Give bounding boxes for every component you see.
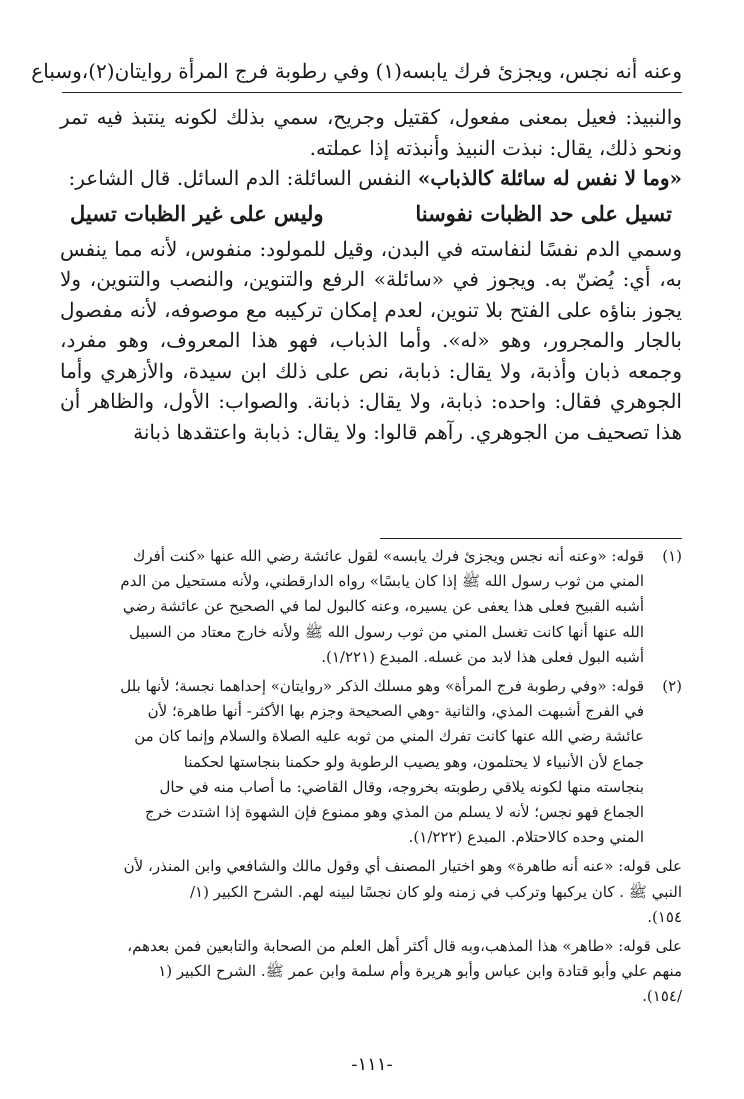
paragraph-2 (60, 163, 682, 194)
extra-note-line: النبي ﷺ . كان يركبها وتركب في زمنه ولو كان نجسًا لبينه لهم. الشرح الكبير (١/ (189, 882, 682, 901)
poetry-verse (60, 194, 682, 234)
footnote-line: عائشة رضي الله عنها كانت تفرك المني من ثوبه عليه الصلاة والسلام وإنما كان من (134, 727, 644, 746)
extra-note-2 (58, 934, 682, 1010)
page-number: -١١١- (351, 1054, 393, 1075)
extra-note-line: منهم علي وأبو قتادة وابن عباس وأبو هريرة وأم سلمة وابن عمر ﷺ. الشرح الكبير (١ (158, 962, 682, 981)
page-header (31, 56, 682, 86)
header-text: وعنه أنه نجس، ويجزئ فرك يابسه(١) وفي رطوبة فرج المرأة روايتان(٢)،وسباع (31, 59, 682, 83)
footnote-2 (58, 674, 682, 850)
footnote-rule (380, 538, 682, 539)
footnote-line: الجماع فهو نجس؛ لأنه لا يسلم من المذي وهو ممنوع فإن الشهوة إذا اشتدت خرج (145, 803, 644, 822)
footnote-line: المني وحده كالاحتلام. المبدع (١/٢٢٢). (408, 828, 644, 847)
footnotes-section (58, 544, 682, 1014)
footnote-body (58, 674, 644, 850)
main-text (60, 102, 682, 447)
footnote-line: بنجاسته منها لكونه يلاقي رطوبته بخروجه، وقال القاضي: ما أصاب منه في حال (159, 777, 644, 796)
paragraph-1: والنبيذ: فعيل بمعنى مفعول، كقتيل وجريح، سمي بذلك لكونه ينتبذ فيه تمر ونحو ذلك، يقال: نبذت النبيذ وأنبذته إذا عملته. (60, 105, 682, 160)
extra-note-line: ١٥٤). (647, 907, 682, 926)
extra-note-line: على قوله: «طاهر» هذا المذهب،وبه قال أكثر أهل العلم من الصحابة والتابعين فمن بعدهم، (127, 937, 682, 956)
footnote-1 (58, 544, 682, 670)
paragraph-2-lemma: «وما لا نفس له سائلة كالذباب» (417, 166, 682, 190)
footnote-body (58, 544, 644, 670)
footnote-number: (٢) (662, 677, 682, 696)
footnote-line: قوله: «وعنه أنه نجس ويجزئ فرك يابسه» لقول عائشة رضي الله عنها «كنت أفرك (133, 547, 644, 565)
footnote-line: الله عنها أنها كانت تغسل المني من ثوب رسول الله ﷺ ولأنه خارج معتاد من السبيل (129, 622, 644, 641)
footnote-number: (١) (662, 547, 682, 565)
extra-note-1 (58, 854, 682, 930)
footnote-line: في الفرج أشبهت المذي، والثانية -وهي الصحيحة وجزم بها الأكثر- أنها طاهرة؛ لأن (147, 702, 644, 721)
footnote-line: أشبه القبيح فعلى هذا يعفى عن يسيره، وعنه كالبول لما في الصحيح عن عائشة رضي (122, 597, 644, 616)
footnote-line: أشبه البول فعلى هذا لابد من غسله. المبدع (١/٢٢١). (321, 647, 644, 666)
paragraph-3: وسمي الدم نفسًا لنفاسته في البدن، وقيل للمولود: منفوس، لأنه مما ينفس به، أي: يُضنّ به. ويجوز في «سائلة» الرفع والتنوين، والنصب والتنوين، ولا يجوز بناؤه على الفتح بلا تنوين، لعدم إمكان تركيبه مع موصوفه، لأنه مفصول بالجار والمجرور، وهو «له». وأما الذباب، فهو هذا المعروف، وهو مفرد، وجمعه ذبان وأذبة، ولا يقال: ذبابة، نص على ذلك ابن سيدة، والأزهري وأما الجوهري فقال: واحده: ذبابة، ولا يقال: ذبانة. والصواب: الأول، والظاهر أن هذا تصحيف من الجوهري. رآهم قالوا: ولا يقال: ذبابة واعتقدها ذبانة (60, 236, 683, 444)
footnote-line: المني من ثوب رسول الله ﷺ إذا كان يابسًا» رواه الدارقطني، ولأنه مستحيل من الدم (120, 572, 644, 591)
verse-hemistich-second: وليس على غير الظبات تسيل (70, 200, 324, 226)
extra-note-line: على قوله: «عنه أنه طاهرة» وهو اختيار المصنف أي وقول مالك والشافعي وابن المنذر، لأن (123, 857, 682, 876)
paragraph-2-rest: النفس السائلة: الدم السائل. قال الشاعر: (68, 166, 418, 190)
header-rule (62, 92, 682, 93)
footnote-line: قوله: «وفي رطوبة فرج المرأة» وهو مسلك الذكر «روايتان» إحداهما نجسة؛ لأنها بلل (120, 677, 644, 696)
extra-note-line: /١٥٤). (642, 987, 682, 1006)
verse-hemistich-first: تسيل على حد الظبات نفوسنا (415, 200, 672, 226)
footnote-line: جماع لأن الأنبياء لا يحتلمون، وهو يصيب الرطوبة ولو حكمنا بنجاستها لحكمنا (183, 752, 644, 771)
